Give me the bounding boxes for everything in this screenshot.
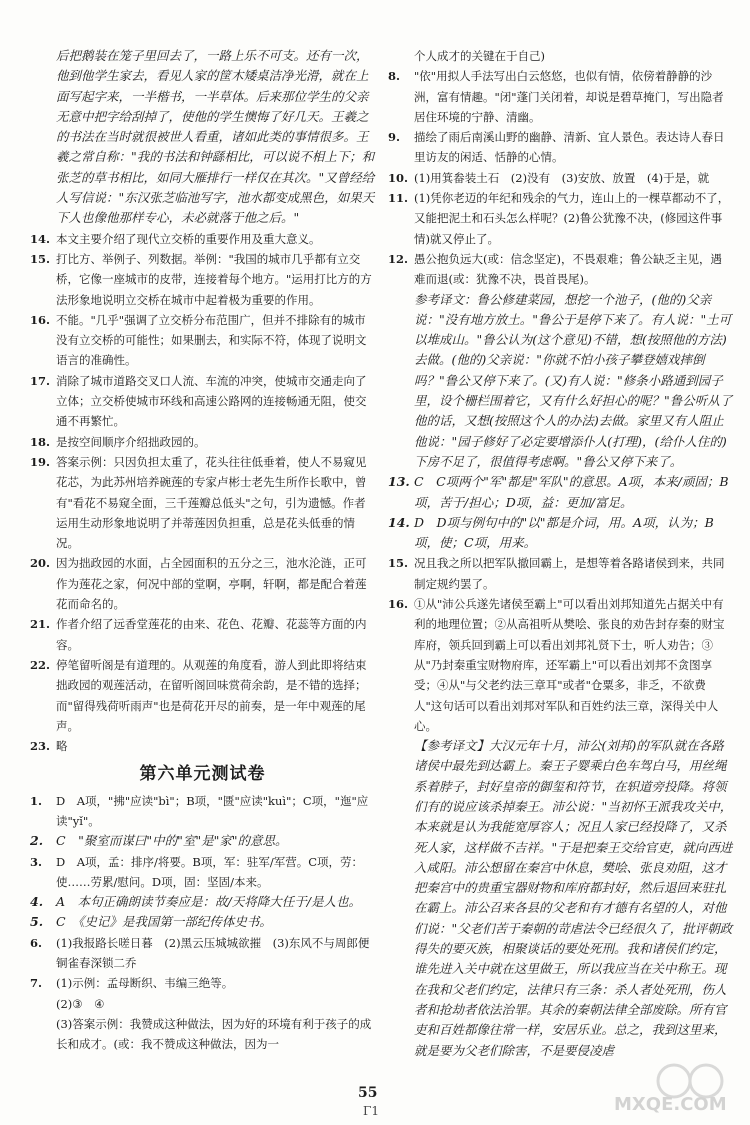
answer-text: 个人成才的关键在于自己): [414, 49, 545, 63]
answer-item: [30, 614, 375, 655]
answer-number: 20.: [30, 556, 51, 571]
answer-text: C C项两个"军"都是"军队"的意思。A项，本来/顽固；B项，苦于/担心；D项，益：更加/富足。: [414, 474, 729, 510]
answer-number: 15.: [388, 556, 409, 571]
answer-number: 23.: [30, 739, 51, 754]
answer-number: 16.: [30, 312, 51, 327]
answer-number: 21.: [30, 617, 51, 632]
answer-text: "依"用拟人手法写出白云悠悠，也似有情，依傍着静静的沙洲，富有情趣。"闭"蓬门关闭着，却说是碧草掩门，写出隐者居住环境的宁静、清幽。: [414, 69, 724, 124]
answer-item: [30, 973, 375, 993]
answer-number: 15.: [30, 251, 51, 266]
answer-text: 不能。"几乎"强调了立交桥分布范围广，但并不排除有的城市没有立交桥的可能性；如果删去，和实际不符，体现了说明文语言的准确性。: [56, 312, 367, 368]
answer-number: 1.: [30, 793, 43, 808]
answer-number: 6.: [30, 935, 43, 950]
answer-item: [388, 594, 733, 736]
answer-item: [30, 791, 375, 832]
answer-item: [388, 168, 733, 188]
answer-number: 11.: [388, 191, 409, 206]
answer-text: 打比方、举例子、列数据。举例："我国的城市几乎都有立交桥，它像一座城市的皮带，连接着每个地方。"运用打比方的方法形象地说明立交桥在城市中起着极为重要的作用。: [56, 251, 372, 307]
answer-text: 作者介绍了远香堂莲花的由来、花色、花瓣、花蕊等方面的内容。: [56, 617, 367, 652]
answer-number: 18.: [30, 434, 51, 449]
answer-number: 2.: [30, 833, 44, 849]
answer-number: 9.: [388, 130, 401, 145]
answer-text: C 《史记》是我国第一部纪传体史书。: [56, 914, 272, 930]
answer-number: 14.: [30, 231, 51, 246]
answer-number: 17.: [30, 373, 51, 388]
answer-text: 况且我之所以把军队撤回霸上，是想等着各路诸侯到来，共同制定规约罢了。: [414, 556, 725, 591]
answer-item: [30, 831, 375, 851]
answer-text: (1)我报路长嗟日暮 (2)黑云压城城欲摧 (3)东风不与周郎便 铜雀春深锁二乔: [56, 935, 381, 971]
answer-text: 后把鹅装在笼子里回去了，一路上乐不可支。还有一次，他到他学生家去，看见人家的筐木矮桌洁净光滑，就在上面写起字来，一半楷书，一半草体。后来那位学生的父亲无意中把字给刮掉了，使他的学生懊悔了好几天。王羲之的书法在当时就很被世人看重，诸如此类的事情很多。王羲之常自称："我的书法和钟繇相比，可以说不相上下；和张芝的草书相比，如同大雁排行一样仅在其次。"又曾经给人写信说："东汉张芝临池写字，池水都变成黑色，如果天下人也像他那样专心，未必就落于他之后。": [56, 48, 375, 226]
answer-text: ①从"沛公兵遂先诸侯至霸上"可以看出刘邦知道先占据关中有利的地理位置；②从高祖听从樊哙、张良的劝告封存秦的财宝库府，领兵回到霸上可以看出刘邦礼贤下士，听人劝告；③从"乃封秦重宝财物府库，还军霸上"可以看出刘邦不贪图享受；④从"与父老约法三章耳"或者"仓粟多，非乏，不欲费人"这句话可以看出刘邦对军队和百姓约法三章，深得关中人心。: [414, 597, 725, 733]
answer-item: [30, 452, 375, 553]
answer-item: [30, 892, 375, 912]
answer-text: 描绘了雨后南溪山野的幽静、清新、宜人景色。表达诗人春日里访友的闲适、恬静的心情。: [414, 130, 725, 165]
answer-text: 答案示例：只因负担太重了，花头往往低垂着，使人不易窥见花芯，为此苏州培养碗莲的专家卢彬士老先生所作长歌中，曾有"看花不易窥全面，三千莲瓣总低头"之句，引为遗憾。作者运用生动形象地说明了并蒂莲因负担重，总是花头低垂的情况。: [56, 454, 367, 551]
answer-text: (1)示例：孟母断织、韦编三绝等。: [56, 976, 234, 991]
answer-item: [388, 249, 733, 290]
answer-text: 【参考译文】大汉元年十月，沛公(刘邦)的军队就在各路诸侯中最先到达霸上。秦王子婴乘白色车驾白马，用丝绳系着脖子，封好皇帝的御玺和符节，在轵道旁投降。将领们有的说应该杀掉秦王。沛公说："当初怀王派我攻关中，本来就是认为我能宽厚容人；况且人家已经投降了，又杀死人家，这样做不吉祥。"于是把秦王交给官吏，就向西进入咸阳。沛公想留在秦宫中休息，樊哙、张良劝阻，这才把秦宫中的贵重宝器财物和库府都封好，然后退回来驻扎在霸上。沛公召来各县的父老和有才德有名望的人，对他们说："父老们苦于秦朝的苛虐法令已经很久了，批评朝政得失的要灭族，相聚谈话的要处死刑。我和诸侯们约定，谁先进入关中就在这里做王，所以我应当在关中称王。现在我和父老们约定，法律只有三条：杀人者处死刑，伤人者和抢劫者依法治罪。其余的秦朝法律全部废除。所有官吏和百姓都像往常一样，安居乐业。总之，我到这里来，就是要为父老们除害，不是要侵凌虐: [414, 738, 733, 1058]
answer-item: [30, 1014, 375, 1055]
answer-item: [30, 310, 375, 371]
left-column: [30, 46, 381, 1055]
answer-text: D A项，"拂"应读"bì"；B项，"匮"应读"kuì"；C项，"迤"应读"yǐ"。: [56, 793, 369, 828]
answer-number: 12.: [388, 251, 409, 266]
answer-item: [388, 127, 733, 168]
answer-item: [30, 432, 375, 452]
answer-item: [30, 46, 375, 229]
answer-item: [30, 912, 375, 932]
section-heading: 第六单元测试卷: [139, 764, 266, 785]
answer-text: (3)答案示例：我赞成这种做法，因为好的环境有利于孩子的成长和成才。(或：我不赞成这种做法，因为一: [56, 1016, 372, 1052]
answer-item: [30, 655, 375, 736]
answer-item: [388, 472, 733, 513]
answer-number: 7.: [30, 976, 43, 991]
answer-text: 因为拙政园的水面，占全园面积的五分之三，池水沦涟，正可作为莲花之家，何况中部的堂啊，亭啊，轩啊，都是配合着莲花而命名的。: [56, 556, 367, 612]
page-number: 55: [358, 1085, 378, 1101]
answer-item: [30, 994, 375, 1014]
answer-number: 19.: [30, 454, 51, 469]
answer-item: [30, 736, 375, 756]
answer-text: 略: [56, 739, 68, 754]
answer-text: 消除了城市道路交叉口人流、车流的冲突，使城市交通走向了立体；立交桥使城市环线和高速公路网的连接畅通无阻，使交通不再繁忙。: [56, 373, 367, 429]
answer-item: [30, 852, 375, 893]
answer-number: 10.: [388, 170, 409, 185]
answer-text: (1)用箕畚装土石 (2)没有 (3)安放、放置 (4)于是，就: [414, 170, 710, 185]
answer-item: [388, 46, 733, 66]
answer-number: 8.: [388, 69, 401, 84]
answer-item: [30, 229, 375, 249]
answer-number: 16.: [388, 597, 409, 612]
answer-item: [30, 933, 381, 974]
answer-item: [388, 736, 733, 1061]
answer-text: (2)③ ④: [56, 996, 105, 1011]
answer-number: 14.: [388, 514, 410, 530]
answer-text: D D项与例句中的"以"都是介词，用。A项，认为；B项，使；C项，用来。: [414, 514, 714, 551]
answer-text: 本文主要介绍了现代立交桥的重要作用及重大意义。: [56, 231, 321, 246]
answer-text: 参考译文：鲁公修建菜园，想挖一个池子，(他的)父亲说："没有地方放土。"鲁公于是停下来了。有人说："土可以堆成山。"鲁公认为(这个意见)不错，想(按照他的方法)去做。(他的)父亲说："你就不怕小孩子攀登嬉戏摔倒吗？"鲁公又停下来了。(又)有人说："修条小路通到园子里，设个栅栏围着它，又有什么好担心的呢？"鲁公听从了他的话，又想(按照这个人的办法)去做。家里又有人阻止他说："园子修好了必定要增添仆人(打理)，(给仆人住的)下房不足了，很值得考虑啊。"鲁公又停下来了。: [414, 291, 733, 469]
answer-item: [30, 249, 375, 310]
answer-item: [388, 66, 733, 127]
answer-number: 3.: [30, 854, 43, 869]
answer-text: A 本句正确朗读节奏应是：故/天将降大任于/是人也。: [56, 894, 361, 910]
answer-text: 停笔留听阁是有道理的。从观莲的角度看，游人到此即将结束拙政园的观莲活动，在留听阁回味赏荷余韵，是不错的选择；而"留得残荷听雨声"也是荷花开尽的前奏，是一年中观莲的尾声。: [56, 657, 367, 733]
answer-number: 22.: [30, 657, 51, 672]
answer-item: [388, 513, 733, 554]
answer-text: (1)凭你老迈的年纪和残余的气力，连山上的一棵草都动不了，又能把泥土和石头怎么样呢？(2)鲁公犹豫不决，(修园这件事情)就又停止了。: [414, 191, 730, 246]
answer-text: 是按空间顺序介绍拙政园的。: [56, 434, 206, 449]
answer-number: 13.: [388, 474, 410, 490]
answer-item: [388, 553, 733, 594]
answer-text: D A项，孟：排序/将要。B项，军：驻军/军营。C项，劳：使……劳累/慰问。D项，固：坚固/本来。: [56, 854, 364, 889]
watermark-text: MXQE.COM: [614, 1094, 727, 1115]
page-mark: Γ1: [363, 1104, 379, 1118]
answer-item: [388, 290, 733, 473]
answer-item: [30, 371, 375, 432]
answer-item: [388, 188, 733, 249]
answer-item: [30, 553, 375, 614]
answer-text: 愚公抱负远大(或：信念坚定)，不畏艰难；鲁公缺乏主见，遇难而退(或：犹豫不决，畏首畏尾)。: [414, 251, 722, 287]
answer-text: C "聚室而谋曰"中的"室"是"家"的意思。: [56, 833, 288, 849]
answer-number: 4.: [30, 894, 44, 910]
answer-number: 5.: [30, 914, 44, 930]
watermark-logo: [606, 1059, 736, 1119]
right-column: [388, 46, 733, 1061]
